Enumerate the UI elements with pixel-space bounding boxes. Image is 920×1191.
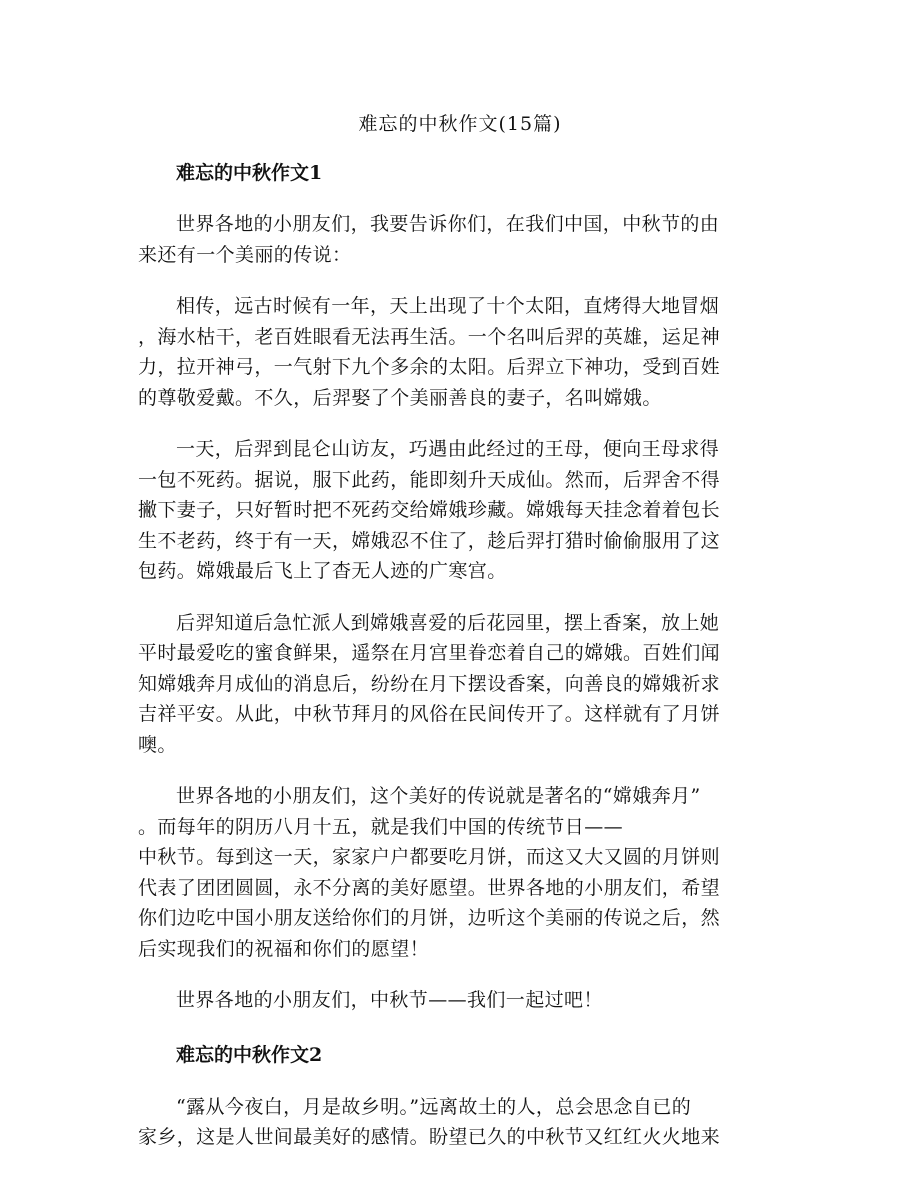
paragraph: “露从今夜白，月是故乡明。”远离故土的人，总会思念自已的 家乡，这是人世间最美好的感情。盼望已久的中秋节又红红火火地来 <box>138 1095 721 1148</box>
document-body <box>138 156 780 1153</box>
section-heading-1: 难忘的中秋作文1 <box>176 162 323 184</box>
paragraph: 世界各地的小朋友们，这个美好的传说就是著名的“嫦娥奔月” 。而每年的阴历八月十五，就是我们中国的传统节日—— 中秋节。每到这一天，家家户户都要吃月饼，而这又大又圆的月饼则 代表了团团圆圆，永不分离的美好愿望。世界各地的小朋友们，希望 你们边吃中国小朋友送给你们的月饼，边听这个美丽的传说之后，然 后实现我们的祝福和你们的愿望！ <box>138 785 721 960</box>
paragraph: 后羿知道后急忙派人到嫦娥喜爱的后花园里，摆上香案，放上她 平时最爱吃的蜜食鲜果，遥祭在月宫里眷恋着自己的嫦娥。百姓们闻 知嫦娥奔月成仙的消息后，纷纷在月下摆设香案，向善良的嫦娥祈求 吉祥平安。从此，中秋节拜月的风俗在民间传开了。这样就有了月饼 噢。 <box>138 611 721 756</box>
paragraph: 世界各地的小朋友们，我要告诉你们，在我们中国，中秋节的由 来还有一个美丽的传说： <box>138 213 720 266</box>
paragraph: 相传，远古时候有一年，天上出现了十个太阳，直烤得大地冒烟 ，海水枯干，老百姓眼看无法再生活。一个名叫后羿的英雄，运足神 力，拉开神弓，一气射下九个多余的太阳。后羿立下神功，受到百姓 的尊敬爱戴。不久，后羿娶了个美丽善良的妻子，名叫嫦娥。 <box>138 295 721 409</box>
paragraph: 一天，后羿到昆仑山访友，巧遇由此经过的王母，便向王母求得 一包不死药。据说，服下此药，能即刻升天成仙。然而，后羿舍不得 撇下妻子，只好暂时把不死药交给嫦娥珍藏。嫦娥每天挂念着着包长 生不老药，终于有一天，嫦娥忍不住了，趁后羿打猎时偷偷服用了这 包药。嫦娥最后飞上了杳无人迹的广寒宫。 <box>138 438 721 582</box>
paragraph: 世界各地的小朋友们，中秋节——我们一起过吧！ <box>176 989 603 1011</box>
section-heading-2: 难忘的中秋作文2 <box>176 1043 323 1066</box>
document-title: 难忘的中秋作文(15篇) <box>358 113 562 135</box>
